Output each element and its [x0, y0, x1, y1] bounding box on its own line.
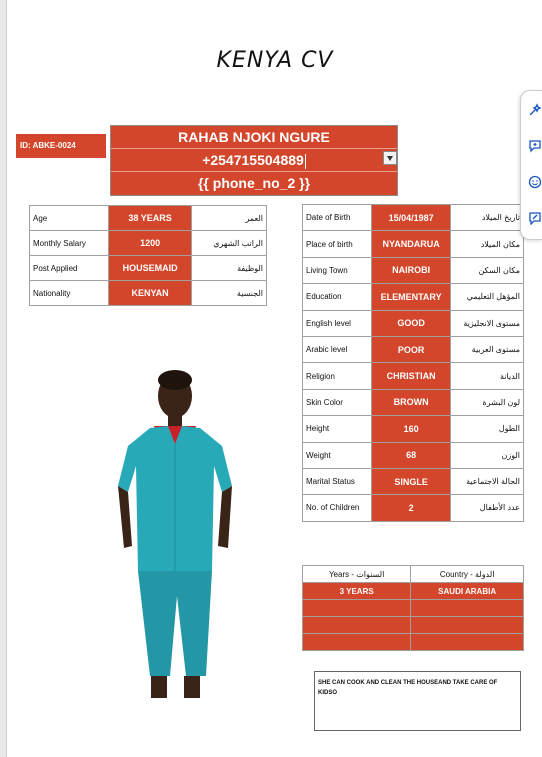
personal-info-row — [30, 206, 267, 231]
experience-country — [411, 634, 524, 651]
details-label: No. of Children — [303, 495, 372, 521]
experience-country — [411, 617, 524, 634]
experience-row — [303, 583, 524, 600]
text-cursor — [305, 154, 306, 169]
details-value: 160 — [372, 416, 450, 442]
details-arabic-label: مكان الميلاد — [450, 231, 523, 257]
comment-add-icon[interactable] — [528, 139, 542, 153]
details-value: GOOD — [372, 310, 450, 336]
details-row — [303, 257, 524, 283]
id-badge: ID: ABKE-0024 — [16, 134, 106, 158]
experience-row — [303, 600, 524, 617]
details-row — [303, 336, 524, 362]
sparkle-icon[interactable] — [528, 103, 542, 117]
details-value: BROWN — [372, 389, 450, 415]
details-arabic-label: مستوى العربية — [450, 336, 523, 362]
details-arabic-label: الوزن — [450, 442, 523, 468]
suggest-edit-icon[interactable] — [528, 211, 542, 225]
personal-info-row — [30, 256, 267, 281]
details-arabic-label: الطول — [450, 416, 523, 442]
details-value: CHRISTIAN — [372, 363, 450, 389]
personal-info-label: Nationality — [30, 281, 109, 306]
details-row — [303, 468, 524, 494]
personal-info-arabic-label: الراتب الشهري — [191, 231, 266, 256]
details-row — [303, 416, 524, 442]
experience-years — [303, 634, 411, 651]
details-label: Weight — [303, 442, 372, 468]
experience-years — [303, 600, 411, 617]
details-label: Arabic level — [303, 336, 372, 362]
phone-2-field: {{ phone_no_2 }} — [111, 172, 397, 195]
side-toolbar — [520, 90, 542, 240]
details-value: NAIROBI — [372, 257, 450, 283]
details-value: POOR — [372, 336, 450, 362]
details-arabic-label: مكان السكن — [450, 257, 523, 283]
details-row — [303, 363, 524, 389]
details-value: SINGLE — [372, 468, 450, 494]
cv-page — [6, 0, 542, 757]
country-header: Country - الدولة — [411, 566, 524, 583]
phone-value: +254715504889 — [202, 152, 304, 168]
details-value: 2 — [372, 495, 450, 521]
details-arabic-label: تاريخ الميلاد — [450, 205, 523, 231]
details-arabic-label: عدد الأطفال — [450, 495, 523, 521]
details-arabic-label: الحالة الاجتماعية — [450, 468, 523, 494]
personal-info-label: Monthly Salary — [30, 231, 109, 256]
details-value: 68 — [372, 442, 450, 468]
experience-country: SAUDI ARABIA — [411, 583, 524, 600]
details-row — [303, 442, 524, 468]
details-arabic-label: المؤهل التعليمي — [450, 284, 523, 310]
details-arabic-label: لون البشرة — [450, 389, 523, 415]
details-row — [303, 310, 524, 336]
details-label: English level — [303, 310, 372, 336]
details-label: Place of birth — [303, 231, 372, 257]
details-value: NYANDARUA — [372, 231, 450, 257]
experience-country — [411, 600, 524, 617]
page-title: KENYA CV — [216, 48, 334, 73]
experience-row — [303, 617, 524, 634]
personal-info-row — [30, 231, 267, 256]
details-row — [303, 231, 524, 257]
personal-info-label: Age — [30, 206, 109, 231]
personal-info-arabic-label: الجنسية — [191, 281, 266, 306]
personal-info-value: HOUSEMAID — [109, 256, 191, 281]
details-table — [302, 204, 524, 522]
details-label: Education — [303, 284, 372, 310]
details-label: Height — [303, 416, 372, 442]
candidate-photo — [110, 366, 240, 700]
details-row — [303, 495, 524, 521]
emoji-add-icon[interactable] — [528, 175, 542, 189]
details-label: Skin Color — [303, 389, 372, 415]
years-header: Years - السنوات — [303, 566, 411, 583]
personal-info-label: Post Applied — [30, 256, 109, 281]
notes-box: SHE CAN COOK AND CLEAN THE HOUSEAND TAKE CARE OF KIDSO — [314, 671, 521, 731]
personal-info-value: KENYAN — [109, 281, 191, 306]
details-label: Date of Birth — [303, 205, 372, 231]
personal-info-row — [30, 281, 267, 306]
name-block — [110, 125, 398, 196]
details-value: ELEMENTARY — [372, 284, 450, 310]
personal-info-arabic-label: العمر — [191, 206, 266, 231]
experience-years: 3 YEARS — [303, 583, 411, 600]
personal-info-value: 38 YEARS — [109, 206, 191, 231]
candidate-name: RAHAB NJOKI NGURE — [111, 126, 397, 149]
details-row — [303, 205, 524, 231]
details-row — [303, 284, 524, 310]
experience-table — [302, 565, 524, 651]
personal-info-table — [29, 205, 267, 306]
phone-field[interactable] — [111, 149, 397, 172]
details-arabic-label: مستوى الانجليزية — [450, 310, 523, 336]
personal-info-arabic-label: الوظيفة — [191, 256, 266, 281]
details-label: Religion — [303, 363, 372, 389]
experience-row — [303, 634, 524, 651]
details-row — [303, 389, 524, 415]
phone-dropdown-toggle[interactable] — [383, 151, 397, 165]
details-arabic-label: الديانة — [450, 363, 523, 389]
details-value: 15/04/1987 — [372, 205, 450, 231]
details-label: Living Town — [303, 257, 372, 283]
experience-years — [303, 617, 411, 634]
personal-info-value: 1200 — [109, 231, 191, 256]
details-label: Marital Status — [303, 468, 372, 494]
